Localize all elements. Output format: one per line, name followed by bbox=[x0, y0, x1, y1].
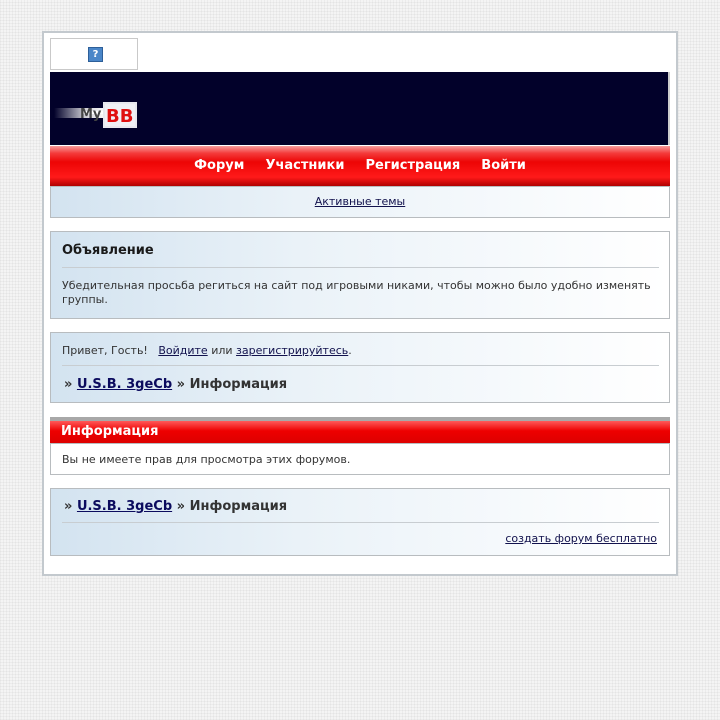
info-header bbox=[50, 417, 670, 443]
breadcrumb-current: Информация bbox=[189, 377, 288, 392]
welcome-box bbox=[50, 332, 670, 403]
nav-members-link[interactable]: Участники bbox=[265, 158, 345, 173]
question-icon[interactable]: ? bbox=[88, 47, 103, 62]
breadcrumb-current: Информация bbox=[189, 499, 288, 514]
main-navigation bbox=[50, 146, 670, 190]
info-message: Вы не имеете прав для просмотра этих форумов. bbox=[62, 453, 351, 466]
info-body bbox=[50, 443, 670, 475]
breadcrumb-separator: » bbox=[64, 499, 73, 514]
announcement-title: Объявление bbox=[62, 243, 154, 258]
divider bbox=[62, 365, 659, 366]
breadcrumb-forum-link[interactable]: U.S.B. 3geCb bbox=[76, 499, 173, 514]
breadcrumb-forum-link[interactable]: U.S.B. 3geCb bbox=[76, 377, 173, 392]
divider bbox=[62, 522, 659, 523]
welcome-greeting: Привет, Гость! bbox=[62, 344, 148, 357]
breadcrumb-separator: » bbox=[64, 377, 73, 392]
announcement-text: Убедительная просьба региться на сайт под игровыми никами, чтобы можно было удобно изменять группы. bbox=[62, 279, 651, 306]
breadcrumb-separator: » bbox=[176, 499, 186, 514]
active-topics-link[interactable]: Активные темы bbox=[314, 195, 406, 208]
nav-register-link[interactable]: Регистрация bbox=[365, 158, 461, 173]
welcome-line bbox=[62, 344, 352, 357]
welcome-period: . bbox=[348, 344, 352, 357]
announcement-box bbox=[50, 231, 670, 319]
page-container bbox=[42, 31, 678, 576]
footer-box bbox=[50, 488, 670, 556]
mybb-logo-icon[interactable] bbox=[54, 96, 142, 130]
active-topics-bar bbox=[50, 186, 670, 218]
login-link[interactable]: Войдите bbox=[158, 344, 208, 357]
welcome-or: или bbox=[211, 344, 233, 357]
nav-login-link[interactable]: Войти bbox=[481, 158, 526, 173]
svg-text:My: My bbox=[80, 107, 102, 122]
create-forum-link[interactable]: создать форум бесплатно bbox=[505, 532, 657, 545]
breadcrumb bbox=[64, 499, 287, 514]
top-badge-box bbox=[50, 38, 138, 70]
breadcrumb-separator: » bbox=[176, 377, 186, 392]
divider bbox=[62, 267, 659, 268]
info-title: Информация bbox=[61, 424, 159, 439]
svg-text:BB: BB bbox=[106, 106, 134, 127]
breadcrumb bbox=[64, 377, 287, 392]
forum-header bbox=[50, 72, 670, 145]
nav-forum-link[interactable]: Форум bbox=[194, 158, 245, 173]
register-link[interactable]: зарегистрируйтесь bbox=[236, 344, 349, 357]
